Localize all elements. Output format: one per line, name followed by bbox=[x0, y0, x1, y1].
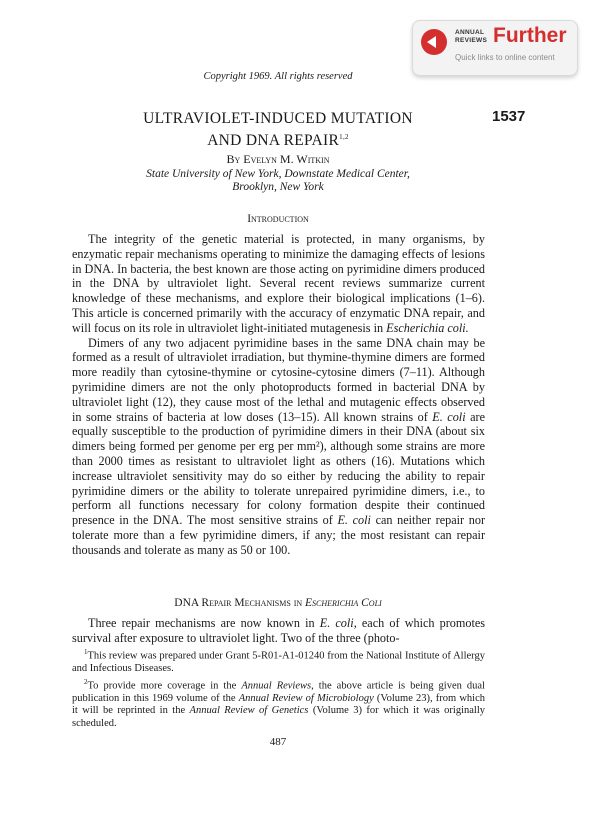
body-text-introduction bbox=[72, 232, 485, 558]
further-logo-icon bbox=[421, 29, 447, 55]
title-footnote-marks: 1,2 bbox=[339, 133, 349, 141]
author-name: Evelyn M. Witkin bbox=[243, 152, 330, 166]
paragraph: The integrity of the genetic material is protected, in many organisms, by enzymatic repair mechanisms operating to minimize the damaging effects of lesions in DNA. In bacteria, the best known are those acting on pyrimidine dimers produced in the DNA by ultraviolet light. Several recent reviews summarize current knowledge of these mechanisms, and explore their biological implications (1–6). This article is concerned primarily with the accuracy of enzymatic DNA repair, and will focus on its role in ultraviolet light-initiated mutagenesis in Escherichia coli. bbox=[72, 232, 485, 335]
copyright-notice: Copyright 1969. All rights reserved bbox=[203, 71, 353, 82]
annual-reviews-further-badge[interactable] bbox=[412, 20, 578, 76]
title-line-1: ULTRAVIOLET-INDUCED MUTATION bbox=[143, 110, 413, 127]
badge-further-text: Further bbox=[493, 24, 567, 47]
footnote-2: $^2$To provide more coverage in the Annual Reviews, the above article is being given dual publication in this 1969 volume of the Annual Review of Microbiology (Volume 23), from which it will be reprinted in the Annual Review of Genetics (Volume 3) for which it was originally scheduled. bbox=[72, 677, 485, 729]
paragraph: Three repair mechanisms are now known in E. coli, each of which promotes survival after exposure to ultraviolet light. Two of the three (photo- bbox=[72, 616, 485, 645]
affiliation: State University of New York, Downstate Medical Center, Brooklyn, New York bbox=[146, 168, 410, 193]
article-title bbox=[0, 109, 556, 150]
page-footer-number: 487 bbox=[269, 736, 287, 748]
footnotes bbox=[72, 646, 485, 730]
badge-annual-reviews-text: ANNUAL REVIEWS bbox=[455, 29, 488, 44]
paragraph: Dimers of any two adjacent pyrimidine bases in the same DNA chain may be formed as a result of ultraviolet irradiation, but thymine-thymine dimers are formed more readily than cytosine-thymine or cytosine-cytosine dimers (7–11). Although pyrimidine dimers are not the only photoproducts formed in bacterial DNA by ultraviolet light (12), they cause most of the lethal and mutagenic effects observed in some strains of bacteria at low doses (13–15). All known strains of E. coli are equally susceptible to the production of pyrimidine dimers in their DNA (about six dimers being formed per genome per erg per mm²), although some strains are more than 2000 times as resistant to ultraviolet light as others (16). Mutations which increase ultraviolet sensitivity may do so either by reducing the ability to repair pyrimidine dimers or the ability to tolerate unrepaired pyrimidine dimers, i.e., to perform all functions necessary for colony formation despite their continued presence in the DNA. The most sensitive strains of E. coli can neither repair nor tolerate more than a few pyrimidine dimers, if any; the most resistant can repair thousands and tolerate as many as 50 or 100. bbox=[72, 335, 485, 557]
badge-subtitle: Quick links to online content bbox=[455, 53, 555, 62]
section-heading-introduction: Introduction bbox=[247, 213, 309, 225]
byline: By Evelyn M. Witkin bbox=[226, 152, 330, 166]
footnote-1: $^1$This review was prepared under Grant 5-R01-A1-01240 from the National Institute of Allergy and Infectious Diseases. bbox=[72, 648, 485, 674]
section-heading-repair-mechanisms: DNA Repair Mechanisms in Escherichia Coli bbox=[174, 597, 382, 609]
body-text-repair bbox=[72, 616, 485, 646]
title-line-2: AND DNA REPAIR$^{1,2}$ bbox=[207, 132, 349, 150]
article-page-number: 1537 bbox=[492, 108, 526, 125]
